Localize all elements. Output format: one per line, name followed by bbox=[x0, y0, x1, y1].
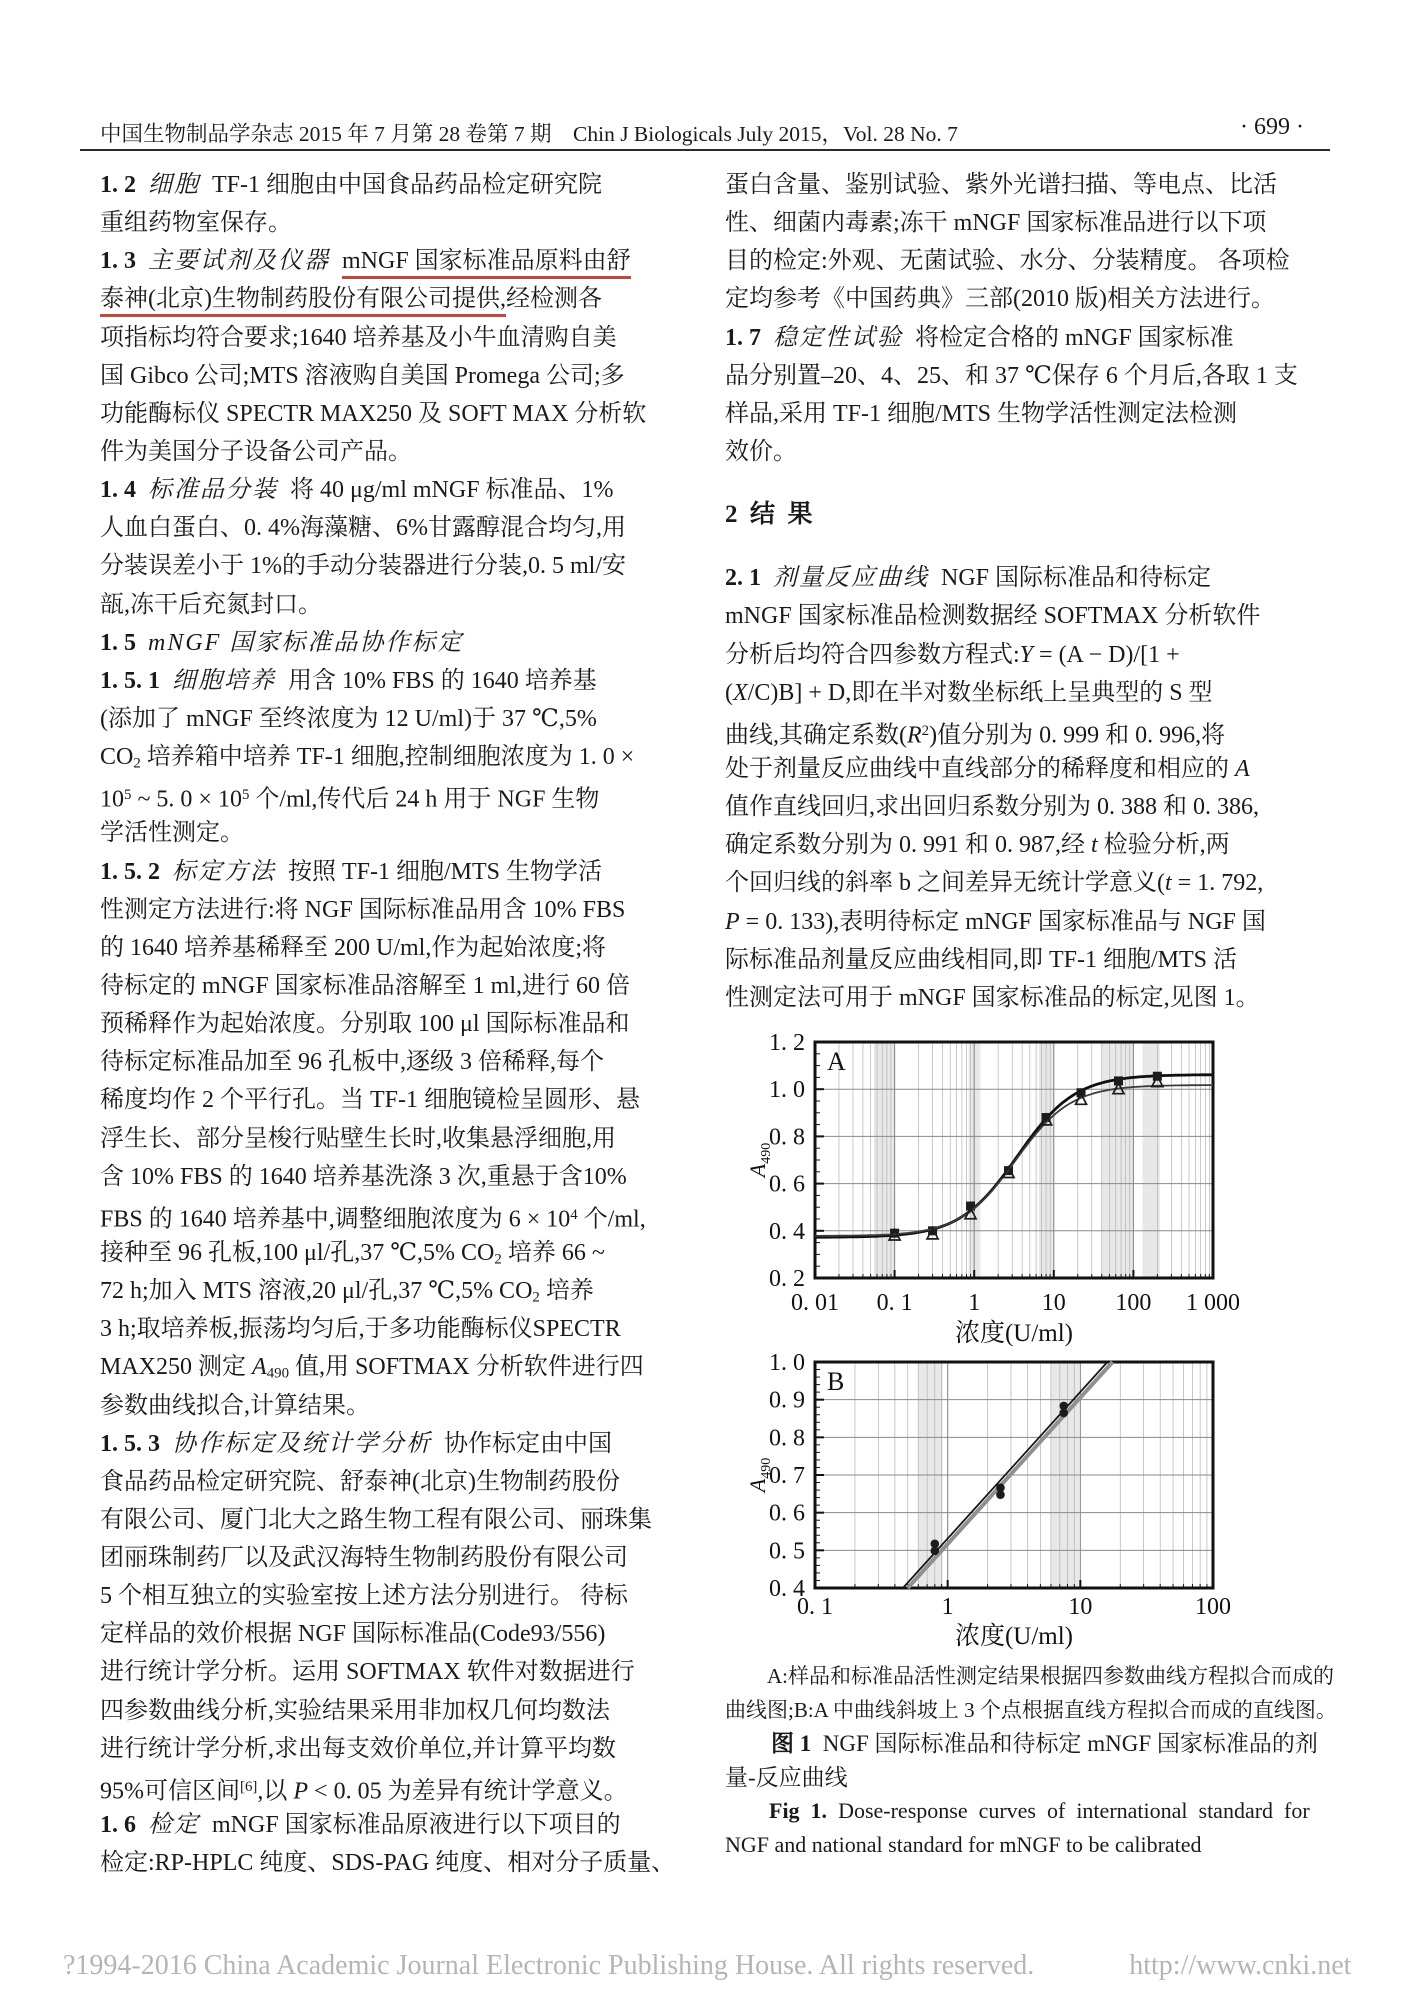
text-line: 个回归线的斜率 b 之间差异无统计学意义(t = 1. 792, bbox=[725, 870, 1264, 897]
text-line: 进行统计学分析。运用 SOFTMAX 软件对数据进行 bbox=[100, 1659, 635, 1686]
x-tick-label: 1 000 bbox=[1186, 1290, 1240, 1316]
text-line: MAX250 测定 A490 值,用 SOFTMAX 分析软件进行四 bbox=[100, 1354, 644, 1383]
text-line: 确定系数分别为 0. 991 和 0. 987,经 t 检验分析,两 bbox=[725, 832, 1230, 859]
text-line: 处于剂量反应曲线中直线部分的稀释度和相应的 A bbox=[725, 755, 1250, 782]
text-line: 进行统计学分析,求出每支效价单位,并计算平均数 bbox=[100, 1735, 616, 1762]
text-line: 性测定法可用于 mNGF 国家标准品的标定,见图 1。 bbox=[725, 984, 1260, 1011]
text-line: 品分别置–20、4、25、和 37 ℃保存 6 个月后,各取 1 支 bbox=[725, 362, 1298, 389]
section-1-4: 1. 4 标准品分装 将 40 μg/ml mNGF 标准品、1% bbox=[100, 477, 614, 504]
section-1-5-1: 1. 5. 1 细胞培养 用含 10% FBS 的 1640 培养基 bbox=[100, 667, 597, 694]
panel-label: B bbox=[827, 1367, 845, 1396]
section-1-2: 1. 2 细胞 TF-1 细胞由中国食品药品检定研究院 bbox=[100, 172, 602, 198]
text-line: 件为美国分子设备公司产品。 bbox=[100, 438, 412, 465]
text-line: (添加了 mNGF 至终浓度为 12 U/ml)于 37 ℃,5% bbox=[100, 705, 597, 732]
text-line: NGF and national standard for mNGF to be calibrated bbox=[725, 1831, 1202, 1857]
section-1-7: 1. 7 稳定性试验 将检定合格的 mNGF 国家标准 bbox=[725, 324, 1234, 351]
figure-title-zh: 图 1 NGF 国际标准品和待标定 mNGF 国家标准品的剂 bbox=[725, 1731, 1318, 1756]
text-line: 重组药物室保存。 bbox=[100, 210, 292, 237]
text-line: 5 个相互独立的实验室按上述方法分别进行。 待标 bbox=[100, 1583, 628, 1610]
section-1-5: 1. 5 mNGF 国家标准品协作标定 bbox=[100, 629, 464, 656]
text-line: 参数曲线拟合,计算结果。 bbox=[100, 1392, 370, 1419]
text-line: 效价。 bbox=[725, 438, 797, 465]
x-tick-label: 100 bbox=[1195, 1594, 1231, 1620]
copyright-text: ?1994-2016 China Academic Journal Electronic Publishing House. All rights reserved. bbox=[63, 1950, 1035, 1981]
text-line: 3 h;取培养板,振荡均匀后,于多功能酶标仪SPECTR bbox=[100, 1316, 621, 1343]
section-1-5-3: 1. 5. 3 协作标定及统计学分析 协作标定由中国 bbox=[100, 1430, 612, 1457]
text-line: $10^5$ ~ 5. $0 \times 10^5$ 个/ml,传代后 24 h 用于 NGF 生物 bbox=[100, 786, 600, 813]
text-line: 曲线,其确定系数$(R^2)$值分别为 0. 999 和 0. 996,将 bbox=[725, 722, 1226, 749]
text-line: 待标定的 mNGF 国家标准品溶解至 1 ml,进行 60 倍 bbox=[100, 972, 631, 999]
text-line: 性测定方法进行:将 NGF 国际标准品用含 10% FBS bbox=[100, 896, 626, 923]
text-line: 定均参考《中国药典》三部(2010 版)相关方法进行。 bbox=[725, 286, 1275, 313]
x-tick-label: 0. 1 bbox=[876, 1290, 913, 1316]
x-tick-label: 10 bbox=[1068, 1594, 1093, 1620]
y-tick-label: 0. 9 bbox=[769, 1387, 805, 1414]
text-line: 检定:RP-HPLC 纯度、SDS-PAG 纯度、相对分子质量、 bbox=[100, 1850, 676, 1877]
x-tick-label: 0. 1 bbox=[797, 1594, 833, 1620]
text-line: A:样品和标准品活性测定结果根据四参数曲线方程拟合而成的 bbox=[725, 1664, 1334, 1688]
y-tick-label: 0. 4 bbox=[769, 1576, 805, 1602]
text-line: P = 0. 133),表明待标定 mNGF 国家标准品与 NGF 国 bbox=[725, 908, 1266, 935]
text-line: 值作直线回归,求出回归系数分别为 0. 388 和 0. 386, bbox=[725, 794, 1259, 821]
text-line: 样品,采用 TF-1 细胞/MTS 生物学活性测定法检测 bbox=[725, 400, 1238, 427]
text-line: 接种至 96 孔板,100 μl/孔,37 ℃,5% CO2 培养 66 ~ bbox=[100, 1239, 605, 1268]
text-line: 量-反应曲线 bbox=[725, 1764, 848, 1790]
text-line: 蛋白含量、鉴别试验、紫外光谱扫描、等电点、比活 bbox=[725, 172, 1277, 198]
x-tick-label: 100 bbox=[1115, 1290, 1152, 1316]
text-line: 95%可信区间[6],以 P < 0. 05 为差异有统计学意义。 bbox=[100, 1778, 628, 1805]
text-line: 瓿,冻干后充氮封口。 bbox=[100, 591, 322, 618]
chart-B-linear-fit bbox=[745, 1350, 1330, 1655]
y-tick-label: 0. 6 bbox=[769, 1500, 805, 1527]
text-line: FBS 的 1640 培养基中,调整细胞浓度为 $6 \times 10^4$ 个/ml, bbox=[100, 1206, 646, 1233]
y-tick-label: 0. 2 bbox=[769, 1266, 805, 1292]
section-1-6: 1. 6 检定 mNGF 国家标准品原液进行以下项目的 bbox=[100, 1812, 621, 1839]
x-tick-label: 1 bbox=[941, 1594, 954, 1620]
section-1-3: 1. 3 主要试剂及仪器 mNGF 国家标准品原料由舒 bbox=[100, 242, 685, 280]
text-line: 的 1640 培养基稀释至 200 U/ml,作为起始浓度;将 bbox=[100, 934, 607, 961]
figure-title-en: Fig 1. Dose-response curves of international standard for bbox=[725, 1798, 1310, 1823]
data-point bbox=[1059, 1409, 1068, 1418]
x-tick-label: 0. 01 bbox=[791, 1290, 839, 1316]
text-line: (X/C)B] + D,即在半对数坐标纸上呈典型的 S 型 bbox=[725, 679, 1213, 706]
x-axis-title: 浓度(U/ml) bbox=[954, 1320, 1074, 1347]
page-number: · 699 · bbox=[1240, 114, 1304, 140]
text-line: 食品药品检定研究院、舒泰神(北京)生物制药股份 bbox=[100, 1468, 620, 1495]
x-tick-label: 10 bbox=[1041, 1290, 1066, 1316]
text-line: 72 h;加入 MTS 溶液,20 μl/孔,37 ℃,5% CO2 培养 bbox=[100, 1278, 594, 1306]
text-line: 学活性测定。 bbox=[100, 820, 244, 847]
data-point bbox=[996, 1490, 1005, 1499]
text-line: 曲线图;B:A 中曲线斜坡上 3 个点根据直线方程拟合而成的直线图。 bbox=[725, 1697, 1337, 1722]
text-line: 性、细菌内毒素;冻干 mNGF 国家标准品进行以下项 bbox=[725, 210, 1267, 237]
text-line: 人血白蛋白、0. 4%海藻糖、6%甘露醇混合均匀,用 bbox=[100, 515, 626, 542]
text-line: 团丽珠制药厂以及武汉海特生物制药股份有限公司 bbox=[100, 1545, 628, 1572]
y-tick-label: 0. 8 bbox=[769, 1425, 805, 1452]
text-line: 稀度均作 2 个平行孔。当 TF-1 细胞镜检呈圆形、悬 bbox=[100, 1087, 640, 1114]
text-line: 际标准品剂量反应曲线相同,即 TF-1 细胞/MTS 活 bbox=[725, 946, 1238, 973]
y-tick-label: 0. 8 bbox=[769, 1124, 805, 1151]
chart-A-dose-response bbox=[745, 1028, 1330, 1363]
x-axis-title: 浓度(U/ml) bbox=[954, 1623, 1074, 1650]
section-1-5-2: 1. 5. 2 标定方法 按照 TF-1 细胞/MTS 生物学活 bbox=[100, 858, 603, 885]
copyright-watermark bbox=[35, 1918, 1351, 1994]
y-tick-label: 0. 6 bbox=[769, 1171, 805, 1198]
text-line: 含 10% FBS 的 1640 培养基洗涤 3 次,重悬于含10% bbox=[100, 1163, 627, 1190]
text-line: 待标定标准品加至 96 孔板中,逐级 3 倍稀释,每个 bbox=[100, 1049, 604, 1076]
y-axis-title: $A_{490}$ bbox=[745, 1457, 774, 1493]
text-line: 四参数曲线分析,实验结果采用非加权几何均数法 bbox=[100, 1697, 610, 1724]
figure-caption bbox=[725, 1660, 1365, 1861]
section-2-1: 2. 1 剂量反应曲线 NGF 国际标准品和待标定 bbox=[725, 565, 1212, 592]
left-column bbox=[100, 166, 685, 1882]
text-line: 国 Gibco 公司;MTS 溶液购自美国 Promega 公司;多 bbox=[100, 362, 625, 389]
text-line: CO2 培养箱中培养 TF-1 细胞,控制细胞浓度为 1. 0 × bbox=[100, 744, 635, 772]
right-column bbox=[725, 166, 1330, 1017]
y-tick-label: 1. 0 bbox=[769, 1077, 805, 1104]
text-line: 功能酶标仪 SPECTR MAX250 及 SOFT MAX 分析软 bbox=[100, 400, 647, 427]
y-tick-label: 0. 5 bbox=[769, 1538, 805, 1565]
text-line: 分装误差小于 1%的手动分装器进行分装,0. 5 ml/安 bbox=[100, 553, 626, 580]
header-rule bbox=[80, 149, 1330, 151]
data-point bbox=[931, 1547, 940, 1556]
text-line: 定样品的效价根据 NGF 国际标准品(Code93/556) bbox=[100, 1621, 606, 1648]
text-line: mNGF 国家标准品检测数据经 SOFTMAX 分析软件 bbox=[725, 603, 1261, 630]
section-heading-results: 2 结 果 bbox=[725, 501, 813, 529]
y-tick-label: 1. 2 bbox=[769, 1030, 805, 1056]
journal-header: 中国生物制品学杂志 2015 年 7 月第 28 卷第 7 期 Chin J Biologicals July 2015，Vol. 28 No. 7 bbox=[100, 122, 958, 146]
text-line: 预稀释作为起始浓度。分别取 100 μl 国际标准品和 bbox=[100, 1011, 630, 1038]
y-tick-label: 0. 4 bbox=[769, 1218, 805, 1245]
panel-label: A bbox=[827, 1047, 846, 1076]
text-line: 分析后均符合四参数方程式:Y = (A − D)/[1 + bbox=[725, 641, 1180, 668]
y-tick-label: 0. 7 bbox=[769, 1463, 805, 1489]
text-line: 泰神(北京)生物制药股份有限公司提供,经检测各 bbox=[100, 280, 685, 318]
text-line: 项指标均符合要求;1640 培养基及小牛血清购自美 bbox=[100, 324, 617, 351]
text-line: 有限公司、厦门北大之路生物工程有限公司、丽珠集 bbox=[100, 1506, 652, 1533]
y-tick-label: 1. 0 bbox=[769, 1350, 805, 1376]
y-axis-title: $A_{490}$ bbox=[745, 1142, 774, 1178]
x-tick-label: 1 bbox=[968, 1290, 981, 1316]
text-line: 目的检定:外观、无菌试验、水分、分装精度。 各项检 bbox=[725, 248, 1290, 275]
cnki-url: http://www.cnki.net bbox=[1129, 1950, 1352, 1981]
text-line: 浮生长、部分呈梭行贴壁生长时,收集悬浮细胞,用 bbox=[100, 1125, 616, 1152]
